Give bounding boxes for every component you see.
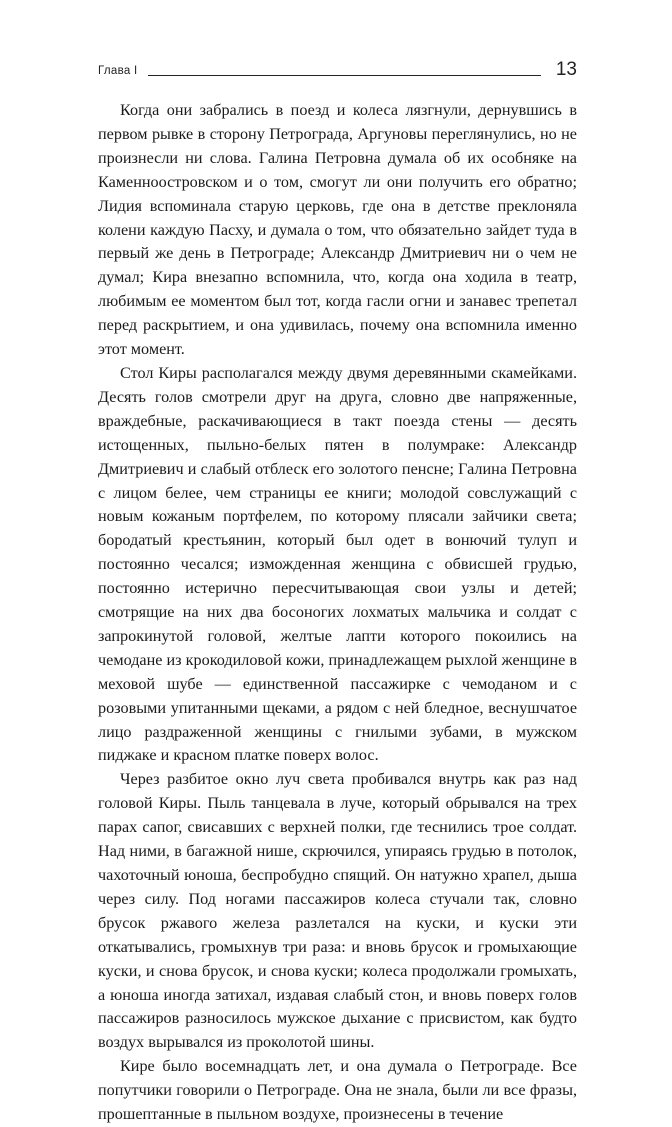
chapter-title: Глава I [98,65,138,77]
running-header [98,59,577,81]
header-rule [148,75,541,76]
page-number: 13 [555,59,577,80]
paragraph-2: Стол Киры располагался между двумя деревянными скамейками. Десять голов смотрели друг на друга, словно две напряженные, враждебные, раскачивающиеся в такт поезда стены — десять истощенных, пыльно-белых пятен в полумраке: Александр Дмитриевич и слабый отблеск его золотого пенсне; Галина Петровна с лицом белее, чем страницы ее книги; молодой совслужащий с новым кожаным портфелем, по которому плясали зайчики света; бородатый крестьянин, который был одет в вонючий тулуп и постоянно чесался; изможденная женщина с обвисшей грудью, постоянно истерично пересчитывающая свои узлы и детей; смотрящие на них два босоногих лохматых мальчика и солдат с запрокинутой головой, желтые лапти которого покоились на чемодане из крокодиловой кожи, принадлежащем рыхлой женщине в меховой шубе — единственной пассажирке с чемоданом и с розовыми упитанными щеками, а рядом с ней бледное, веснушчатое лицо раздраженной женщины с гнилыми зубами, в мужском пиджаке и красном платке поверх волос. [98,363,577,765]
body-text [98,99,577,1127]
paragraph-4: Кире было восемнадцать лет, и она думала о Петрограде. Все попутчики говорили о Петрограде. Она не знала, были ли все фразы, прошептанные в пыльном воздухе, произнесены в течение [98,1057,577,1124]
paragraph-3: Через разбитое окно луч света пробивался внутрь как раз над головой Киры. Пыль танцевала в луче, который обрывался на трех парах сапог, свисавших с верхней полки, где теснились трое солдат. Над ними, в багажной нише, скрючился, упираясь грудью в потолок, чахоточный юноша, беспробудно спящий. Он натужно храпел, дыша через силу. Под ногами пассажиров колеса стучали так, словно брусок ржавого железа разлетался на куски, и куски эти откатывались, громыхнув три раза: и вновь брусок и громыхающие куски, и снова брусок, и снова куски; колеса продолжали громыхать, а юноша иногда затихал, издавая слабый стон, и вновь поверх голов пассажиров разносилось мужское дыхание с присвистом, как будто воздух вырывался из проколотой шины. [98,770,577,1052]
paragraph-1: Когда они забрались в поезд и колеса лязгнули, дернувшись в первом рывке в сторону Петрограда, Аргуновы переглянулись, но не произнесли ни слова. Галина Петровна думала об их особняке на Каменноостровском и о том, смогут ли они получить его обратно; Лидия вспоминала старую церковь, где она в детстве преклоняла колени каждую Пасху, и думала о том, что обязательно зайдет туда в первый же день в Петрограде; Александр Дмитриевич ни о чем не думал; Кира внезапно вспомнила, что, когда она ходила в театр, любимым ее моментом был тот, когда гасли огни и занавес трепетал перед раскрытием, и она удивилась, почему она вспомнила именно этот момент. [98,101,577,359]
